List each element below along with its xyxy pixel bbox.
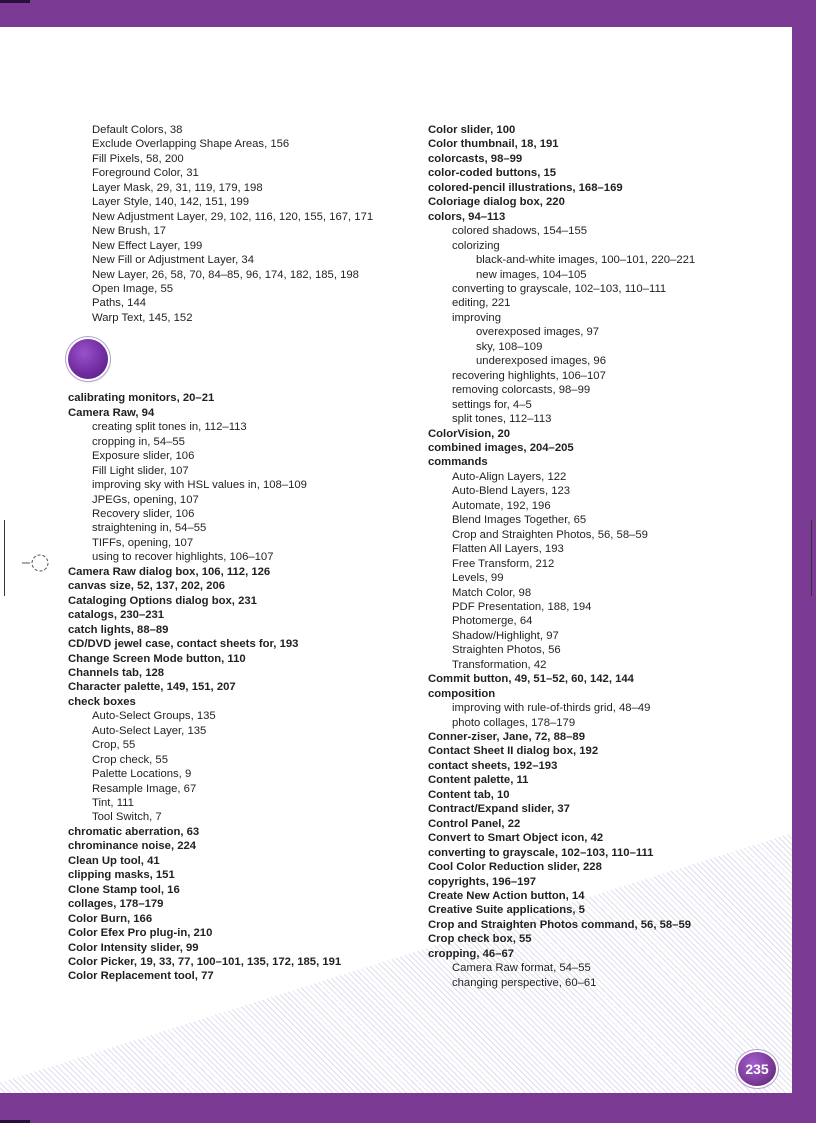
index-subentry: removing colorcasts, 98–99 xyxy=(452,384,591,397)
index-subentry: Default Colors, 38 xyxy=(92,124,183,136)
index-subentry: Exclude Overlapping Shape Areas, 156 xyxy=(92,138,290,151)
index-entry: Camera Raw, 94 xyxy=(68,406,155,419)
index-subentry: Crop and Straighten Photos, 56, 58–59 xyxy=(452,528,648,541)
index-entry: colors, 94–113 xyxy=(428,210,506,223)
index-subentry: Levels, 99 xyxy=(452,572,504,585)
index-subentry: Resample Image, 67 xyxy=(92,782,197,795)
index-entry: Channels tab, 128 xyxy=(68,666,165,679)
index-entry: chrominance noise, 224 xyxy=(68,840,197,853)
index-subentry: Photomerge, 64 xyxy=(452,615,533,628)
index-entry: Coloriage dialog box, 220 xyxy=(428,196,565,209)
index-page xyxy=(0,27,792,1093)
index-entry: converting to grayscale, 102–103, 110–111 xyxy=(428,846,654,859)
index-entry: catch lights, 88–89 xyxy=(68,623,169,636)
index-subentry: Auto-Blend Layers, 123 xyxy=(452,485,571,498)
index-subentry: Tint, 111 xyxy=(92,797,134,810)
index-entry: commands xyxy=(428,456,488,469)
index-entry: Change Screen Mode button, 110 xyxy=(68,652,246,665)
index-entry: Color Intensity slider, 99 xyxy=(68,941,199,954)
index-subentry: Paths, 144 xyxy=(92,297,147,310)
index-entry: Color Efex Pro plug-in, 210 xyxy=(68,927,213,940)
index-subentry: colored shadows, 154–155 xyxy=(452,225,588,238)
index-subentry: Crop, 55 xyxy=(92,739,136,752)
page-number-badge: 235 xyxy=(738,1052,776,1086)
index-subentry: using to recover highlights, 106–107 xyxy=(92,551,274,564)
index-subentry: JPEGs, opening, 107 xyxy=(92,493,199,506)
index-subentry: Layer Mask, 29, 31, 119, 179, 198 xyxy=(92,181,263,194)
index-subentry: Straighten Photos, 56 xyxy=(452,644,561,657)
index-entry: Creative Suite applications, 5 xyxy=(428,904,585,917)
index-entry: Commit button, 49, 51–52, 60, 142, 144 xyxy=(428,673,634,686)
index-entry: catalogs, 230–231 xyxy=(68,609,165,622)
index-subentry: Palette Locations, 9 xyxy=(92,768,192,781)
index-subentry: Exposure slider, 106 xyxy=(92,450,195,463)
index-subentry: Auto-Select Layer, 135 xyxy=(92,724,207,737)
section-letter-badge xyxy=(68,339,108,379)
index-entry: chromatic aberration, 63 xyxy=(68,825,200,838)
index-entry: Crop and Straighten Photos command, 56, 58–59 xyxy=(428,918,692,931)
index-entry: color-coded buttons, 15 xyxy=(428,167,557,180)
index-subentry: Blend Images Together, 65 xyxy=(452,514,587,527)
index-subentry: split tones, 112–113 xyxy=(452,413,552,426)
index-subentry: Layer Style, 140, 142, 151, 199 xyxy=(92,196,250,209)
index-entry: colored-pencil illustrations, 168–169 xyxy=(428,181,623,194)
index-subentry: sky, 108–109 xyxy=(476,340,543,353)
index-entry: Contact Sheet II dialog box, 192 xyxy=(428,745,599,758)
index-subentry: overexposed images, 97 xyxy=(476,326,600,339)
index-entry: Color Picker, 19, 33, 77, 100–101, 135, 172, 185, 191 xyxy=(68,956,342,969)
index-subentry: colorizing xyxy=(452,239,500,252)
index-subentry: Match Color, 98 xyxy=(452,586,532,599)
registration-line-right xyxy=(811,520,812,596)
index-subentry: editing, 221 xyxy=(452,297,511,310)
index-subentry: underexposed images, 96 xyxy=(476,355,607,368)
index-subentry: improving sky with HSL values in, 108–109 xyxy=(92,479,307,492)
index-column-left xyxy=(68,123,374,984)
index-entry: Crop check box, 55 xyxy=(428,933,532,946)
index-entry: check boxes xyxy=(68,695,136,708)
index-entry: calibrating monitors, 20–21 xyxy=(68,392,215,405)
index-subentry: Camera Raw format, 54–55 xyxy=(452,962,591,975)
index-entry: Convert to Smart Object icon, 42 xyxy=(428,832,604,845)
index-subentry: New Fill or Adjustment Layer, 34 xyxy=(92,254,254,267)
index-subentry: New Brush, 17 xyxy=(92,225,167,238)
index-entry: Camera Raw dialog box, 106, 112, 126 xyxy=(68,565,271,578)
index-entry: Cataloging Options dialog box, 231 xyxy=(68,594,257,607)
index-subentry: Flatten All Layers, 193 xyxy=(452,543,564,556)
index-entry: Color thumbnail, 18, 191 xyxy=(428,138,559,151)
index-subentry: Crop check, 55 xyxy=(92,753,168,766)
index-subentry: new images, 104–105 xyxy=(476,268,587,281)
index-subentry: Transformation, 42 xyxy=(452,658,547,671)
index-entry: Create New Action button, 14 xyxy=(428,890,585,903)
index-entry: composition xyxy=(428,687,496,700)
index-subentry: changing perspective, 60–61 xyxy=(452,976,597,989)
index-subentry: settings for, 4–5 xyxy=(452,398,532,411)
index-subentry: Tool Switch, 7 xyxy=(92,811,162,824)
index-subentry: PDF Presentation, 188, 194 xyxy=(452,600,592,613)
index-entry: Character palette, 149, 151, 207 xyxy=(68,681,236,694)
registration-line-left xyxy=(4,520,5,596)
top-edge-strip xyxy=(0,0,30,3)
index-subentry: TIFFs, opening, 107 xyxy=(92,536,194,549)
index-entry: Clone Stamp tool, 16 xyxy=(68,883,180,896)
index-entry: canvas size, 52, 137, 202, 206 xyxy=(68,580,226,593)
index-subentry: Fill Pixels, 58, 200 xyxy=(92,152,184,165)
index-subentry: Shadow/Highlight, 97 xyxy=(452,629,559,642)
index-subentry: recovering highlights, 106–107 xyxy=(452,369,606,382)
index-subentry: cropping in, 54–55 xyxy=(92,435,185,448)
index-entry: cropping, 46–67 xyxy=(428,947,515,960)
index-subentry: black-and-white images, 100–101, 220–221 xyxy=(476,254,696,267)
index-subentry: Auto-Align Layers, 122 xyxy=(452,470,567,483)
index-subentry: improving xyxy=(452,311,501,324)
index-entry: Color Burn, 166 xyxy=(68,912,153,925)
index-subentry: New Layer, 26, 58, 70, 84–85, 96, 174, 182, 185, 198 xyxy=(92,268,359,281)
index-entry: Conner-ziser, Jane, 72, 88–89 xyxy=(428,731,585,744)
index-entry: combined images, 204–205 xyxy=(428,441,574,454)
index-subentry: New Adjustment Layer, 29, 102, 116, 120, 155, 167, 171 xyxy=(92,210,374,223)
index-subentry: Fill Light slider, 107 xyxy=(92,464,189,477)
index-entry: Content tab, 10 xyxy=(428,788,510,801)
index-entry: Clean Up tool, 41 xyxy=(68,854,160,867)
index-entry: Contract/Expand slider, 37 xyxy=(428,803,570,816)
index-entry: colorcasts, 98–99 xyxy=(428,152,523,165)
index-subentry: Auto-Select Groups, 135 xyxy=(92,710,216,723)
index-subentry: creating split tones in, 112–113 xyxy=(92,421,247,434)
index-subentry: Foreground Color, 31 xyxy=(92,167,199,180)
index-column-right xyxy=(428,123,758,990)
index-entry: collages, 178–179 xyxy=(68,898,164,911)
index-subentry: straightening in, 54–55 xyxy=(92,522,207,535)
index-subentry: Recovery slider, 106 xyxy=(92,507,195,520)
index-entry: Color slider, 100 xyxy=(428,124,516,136)
registration-mark-icon xyxy=(22,548,52,578)
index-entry: CD/DVD jewel case, contact sheets for, 193 xyxy=(68,638,299,651)
index-subentry: Free Transform, 212 xyxy=(452,557,555,570)
index-subentry: converting to grayscale, 102–103, 110–111 xyxy=(452,282,667,295)
index-entry: Cool Color Reduction slider, 228 xyxy=(428,861,602,874)
index-entry: Color Replacement tool, 77 xyxy=(68,970,214,983)
index-subentry: Automate, 192, 196 xyxy=(452,499,551,512)
index-entry: clipping masks, 151 xyxy=(68,869,175,882)
index-entry: contact sheets, 192–193 xyxy=(428,759,558,772)
index-entry: ColorVision, 20 xyxy=(428,427,511,440)
index-subentry: improving with rule-of-thirds grid, 48–49 xyxy=(452,702,651,715)
index-entry: Content palette, 11 xyxy=(428,774,529,787)
index-subentry: New Effect Layer, 199 xyxy=(92,239,203,252)
index-subentry: Warp Text, 145, 152 xyxy=(92,311,193,324)
index-subentry: Open Image, 55 xyxy=(92,282,174,295)
index-subentry: photo collages, 178–179 xyxy=(452,716,576,729)
index-entry: Control Panel, 22 xyxy=(428,817,521,830)
index-entry: copyrights, 196–197 xyxy=(428,875,537,888)
